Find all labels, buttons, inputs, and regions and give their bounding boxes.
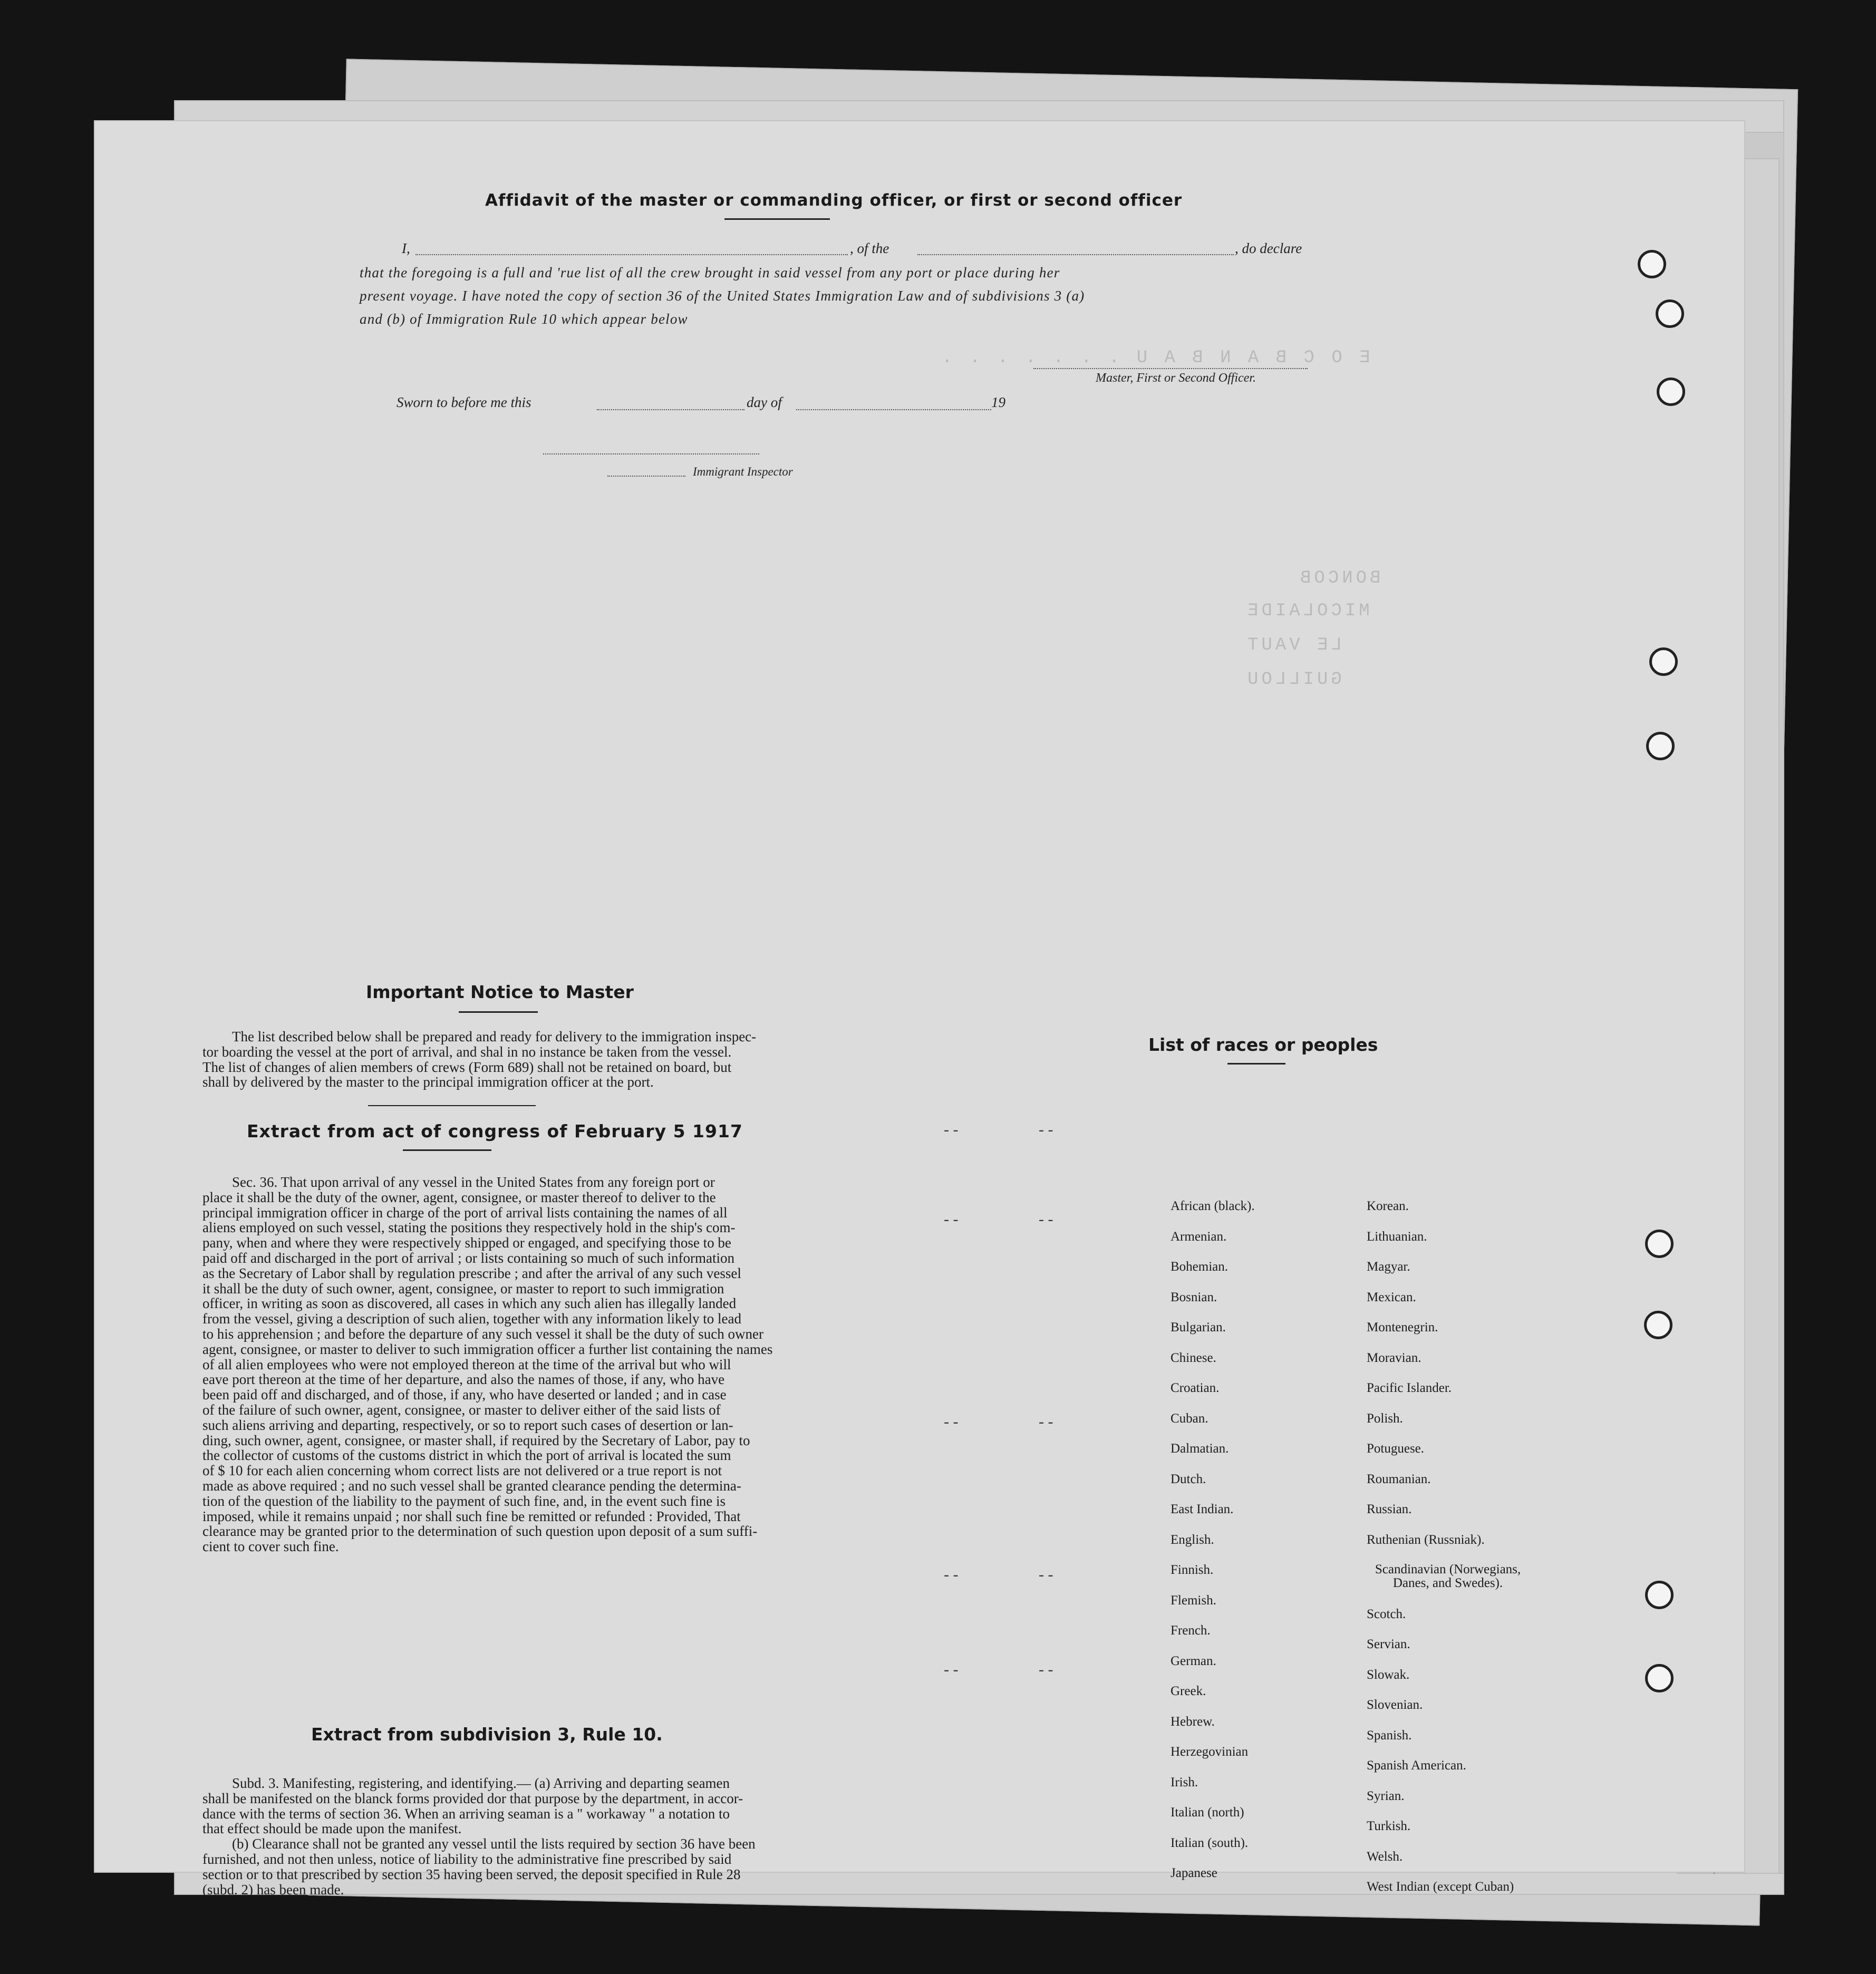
race-item: Roumanian. [1367,1472,1431,1486]
act-line: tion of the question of the liability to the payment of such fine, and, in the event such fine is [202,1493,726,1509]
punch-hole [1657,378,1685,406]
punch-hole [1638,250,1666,278]
race-item: West Indian (except Cuban) [1367,1880,1514,1894]
notice-title-underline [459,1011,538,1013]
act-line: made as above required ; and no such vessel shall be granted clearance pending the determina- [202,1477,741,1494]
rule-text [202,1776,805,1897]
affidavit-line2: that the foregoing is a full and 'rue list of all the crew brought in said vessel from any port or place during her [360,265,1060,280]
punch-hole [1645,1664,1674,1692]
race-item: East Indian. [1171,1502,1234,1516]
race-item: Italian (south). [1171,1835,1249,1850]
affidavit-line1-mid: , of the [850,240,889,256]
ditto-mark: - - [944,1211,959,1228]
race-item: Bulgarian. [1171,1320,1226,1334]
race-item: Potuguese. [1367,1441,1425,1456]
inspector-name-line[interactable] [607,476,685,477]
race-item: Flemish. [1171,1593,1216,1608]
notice-title: Important Notice to Master [366,982,634,1002]
act-title: Extract from act of congress of February 5 1917 [247,1121,743,1141]
race-item: Servian. [1367,1637,1410,1651]
affidavit-line1-end: , do declare [1235,240,1302,256]
act-title-underline [403,1149,491,1151]
races-title: List of races or peoples [1148,1034,1378,1055]
race-item: African (black). [1171,1199,1255,1213]
race-item: Polish. [1367,1411,1403,1426]
notice-text [202,1029,805,1090]
race-item: Moravian. [1367,1350,1421,1365]
act-line: ding, such owner, agent, consignee, or master shall, if required by the Secretary of Labor, pay to [202,1432,750,1448]
race-item: Chinese. [1171,1350,1216,1365]
rule-line: dance with the terms of section 36. When an arriving seaman is a " workaway " a notation to [202,1805,730,1822]
ditto-mark: - - [944,1661,959,1678]
sworn-month-blank[interactable] [796,409,991,410]
race-item: Bohemian. [1171,1260,1229,1274]
punch-hole [1645,1230,1674,1258]
rule-line: shall be manifested on the blanck forms provided dor that purpose by the department, in accor- [202,1790,743,1806]
act-text [202,1175,805,1554]
act-line: clearance may be granted prior to the determination of such question upon deposit of a sum suffi- [202,1523,758,1540]
bleed-through-text: BONCOB [1297,568,1381,588]
ditto-mark: - - [944,1413,959,1430]
race-item: Pacific Islander. [1367,1381,1452,1395]
notice-line: tor boarding the vessel at the port of arrival, and shal in no instance be taken from the vessel. [202,1043,732,1060]
race-item: Irish. [1171,1775,1198,1789]
act-line: of all alien employees who were not employed thereon at the time of the arrival but who will [202,1356,731,1372]
act-line: place it shall be the duty of the owner, agent, consignee, or master thereof to deliver to the [202,1189,716,1205]
race-item: Herzegovinian [1171,1745,1249,1759]
sworn-start: Sworn to before me this [397,394,531,410]
act-line: eave port thereon at the time of her departure, and also the names of those, if any, who have [202,1371,725,1388]
act-line: it shall be the duty of such owner, agent, consignee, or master to report to such immigration [202,1280,724,1296]
act-line: been paid off and discharged, and of those, if any, who have deserted or landed ; and in case [202,1387,727,1403]
affidavit-line3: present voyage. I have noted the copy of section 36 of the United States Immigration Law and of subdivisions 3 (a) [360,288,1085,304]
act-line: principal immigration officer in charge of the port of arrival lists containing the names of all [202,1204,728,1221]
affidavit-title-underline [724,218,830,220]
race-item: Spanish American. [1367,1758,1466,1773]
name-blank[interactable] [415,254,848,255]
rule-line: Subd. 3. Manifesting, registering, and identifying.— (a) Arriving and departing seamen [232,1775,730,1791]
race-item: Russian. [1367,1502,1412,1516]
inspector-label: Immigrant Inspector [693,465,793,478]
punch-hole [1646,732,1675,760]
race-item: Scotch. [1367,1607,1406,1621]
punch-hole [1644,1311,1672,1339]
race-item: Greek. [1171,1684,1206,1698]
rule-line: section or to that prescribed by section 35 having been served, the deposit specified in Rule 28 [202,1866,741,1882]
rule-line: (subd. 2) has been made. [202,1881,344,1898]
race-item: Bosnian. [1171,1290,1217,1304]
race-item: Armenian. [1171,1229,1227,1244]
ditto-mark: - - [1039,1211,1053,1228]
race-item: Dalmatian. [1171,1441,1229,1456]
rule-line: furnished, and not then unless, notice of liability to the administrative fine prescribed by said [202,1851,732,1867]
sworn-year: 19 [991,394,1005,410]
race-item: Mexican. [1367,1290,1416,1304]
act-line: paid off and discharged in the port of arrival ; or lists containing so much of such information [202,1250,735,1266]
race-item: Slowak. [1367,1667,1410,1682]
affidavit-line1-start: I, [402,240,410,256]
affidavit-line4: and (b) of Immigration Rule 10 which appear below [360,311,688,327]
race-item: Italian (north) [1171,1805,1244,1820]
ditto-mark: - - [1039,1661,1053,1678]
punch-hole [1656,299,1684,328]
master-signature-line[interactable] [1033,368,1308,369]
ditto-mark: - - [1039,1566,1053,1583]
punch-hole [1645,1581,1674,1609]
vessel-blank[interactable] [917,254,1234,255]
race-item: Cuban. [1171,1411,1208,1426]
race-item: Welsh. [1367,1849,1403,1864]
act-line: pany, when and where they were respectively shipped or engaged, and specifying those to be [202,1235,731,1251]
rule-title: Extract from subdivision 3, Rule 10. [311,1724,663,1745]
race-item: Dutch. [1171,1472,1206,1486]
act-line: from the vessel, giving a description of such alien, together with any information likely to lead [202,1311,741,1327]
race-item: English. [1171,1532,1214,1547]
ditto-mark: - - [944,1121,959,1138]
act-line: as the Secretary of Labor shall by regulation prescribe ; and after the arrival of any such vessel [202,1265,741,1281]
rule-line: (b) Clearance shall not be granted any vessel until the lists required by section 36 have been [232,1836,756,1852]
act-line: of the failure of such owner, agent, consignee, or master to deliver either of the said lists of [202,1401,721,1418]
act-line: officer, in writing as soon as discovered, all cases in which any such alien has illegally landed [202,1295,737,1312]
race-item: Lithuanian. [1367,1229,1427,1244]
act-line: the collector of customs of the customs district in which the port of arrival is located the sum [202,1447,731,1464]
race-item: Scandinavian (Norwegians, Danes, and Swedes). [1375,1562,1521,1590]
inspector-signature-line[interactable] [543,453,759,454]
race-item: Finnish. [1171,1563,1214,1577]
race-item: Croatian. [1171,1381,1220,1395]
act-line: agent, consignee, or master to deliver to such immigration officer a further list containing the names [202,1341,773,1357]
ditto-mark: - - [1039,1413,1053,1430]
races-title-underline [1227,1063,1285,1065]
race-item: Turkish. [1367,1819,1411,1833]
act-line: cient to cover such fine. [202,1538,339,1555]
race-item: Montenegrin. [1367,1320,1438,1334]
notice-line: shall by delivered by the master to the principal immigration officer at the port. [202,1074,654,1090]
ditto-mark: - - [1039,1121,1053,1138]
affidavit-title: Affidavit of the master or commanding officer, or first or second officer [485,191,1183,210]
master-label: Master, First or Second Officer. [1096,371,1256,385]
act-line: such aliens arriving and departing, respectively, or so to report such cases of desertion or lan- [202,1417,733,1433]
bleed-through-text: GUILLOU [1244,670,1342,690]
race-item: Ruthenian (Russniak). [1367,1532,1485,1547]
act-line: to his apprehension ; and before the departure of any such vessel it shall be the duty of such owner [202,1325,763,1342]
race-item: Korean. [1367,1199,1409,1213]
act-line: aliens employed on such vessel, stating the positions they respectively hold in the ship's com- [202,1220,736,1236]
bleed-through-text: LE VAUT [1244,635,1342,655]
race-item: German. [1171,1653,1216,1668]
act-line: Sec. 36. That upon arrival of any vessel in the United States from any foreign port or [232,1174,715,1190]
notice-separator [368,1105,536,1106]
ditto-mark: - - [944,1566,959,1583]
race-item: Magyar. [1367,1260,1410,1274]
race-item: Japanese [1171,1866,1217,1880]
punch-hole [1649,647,1678,676]
bleed-through-text: MICOLAIDE [1244,601,1370,621]
race-item: Hebrew. [1171,1714,1215,1729]
notice-line: The list described below shall be prepared and ready for delivery to the immigration inspec- [232,1029,757,1044]
race-item: Syrian. [1367,1788,1405,1803]
sworn-date-blank[interactable] [597,409,744,410]
race-item: French. [1171,1623,1211,1638]
act-line: imposed, while it remains unpaid ; nor shall such fine be remitted or refunded : Provided, That [202,1508,741,1524]
notice-line: The list of changes of alien members of crews (Form 689) shall not be retained on board, but [202,1059,732,1075]
sworn-day: day of [747,394,782,410]
rule-line: that effect should be made upon the manifest. [202,1821,462,1837]
document-page [94,120,1745,1898]
race-item: Spanish. [1367,1728,1412,1743]
bleed-through-text: E O C B A N B A U . . . . . . . [939,348,1370,368]
race-item: Slovenian. [1367,1698,1423,1712]
act-line: of $ 10 for each alien concerning whom correct lists are not delivered or a true report is not [202,1463,722,1479]
